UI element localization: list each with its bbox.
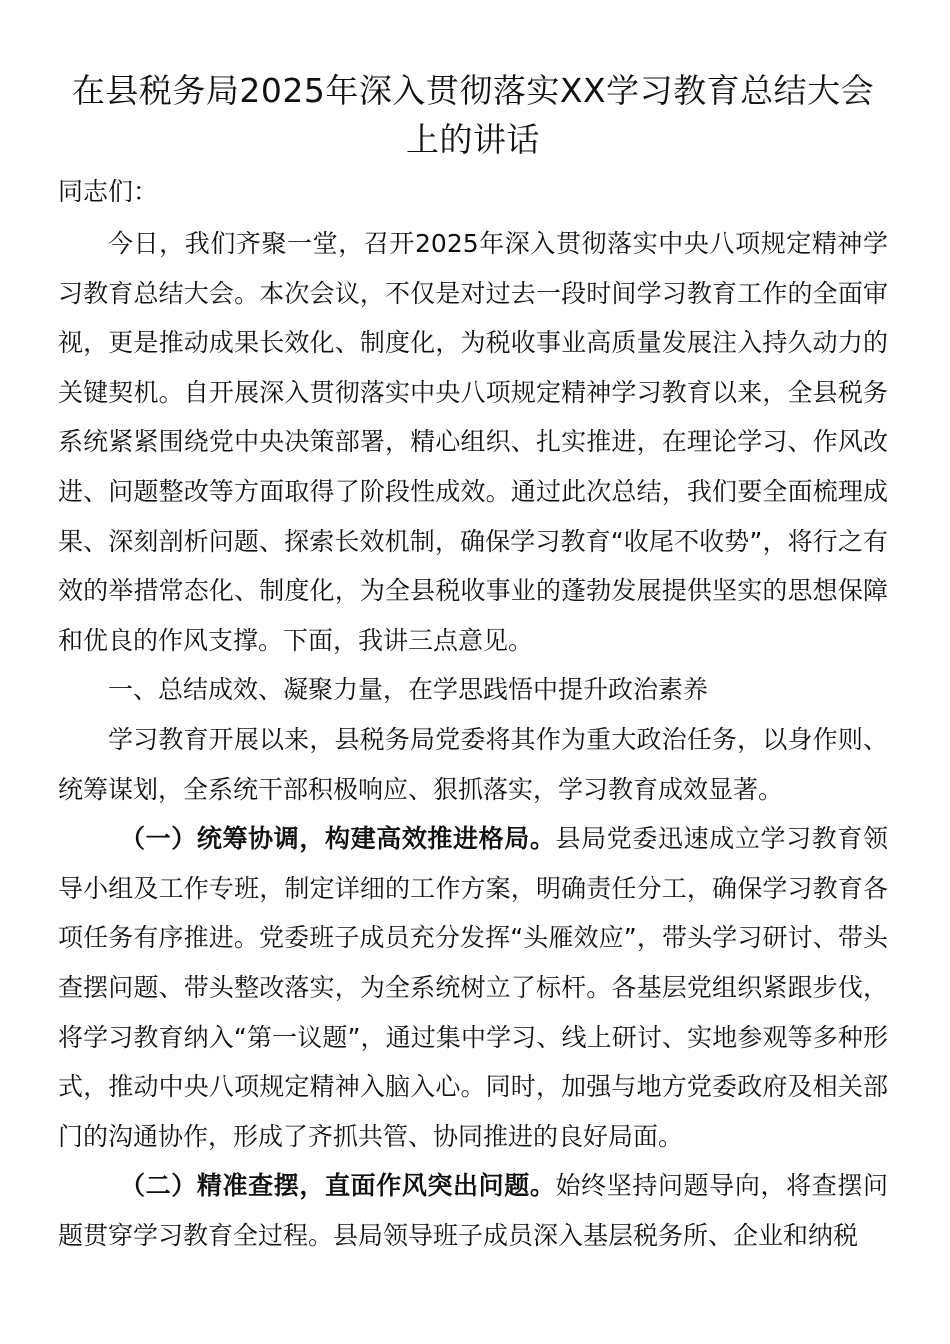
item-2-lead: （二）精准查摆，直面作风突出问题。	[120, 1171, 556, 1201]
intro-paragraph: 今日，我们齐聚一堂，召开2025年深入贯彻落实中央八项规定精神学习教育总结大会。本次会议，不仅是对过去一段时间学习教育工作的全面审视，更是推动成果长效化、制度化，为税收事业高质量发展注入持久动力的关键契机。自开展深入贯彻落实中央八项规定精神学习教育以来，全县税务系统紧紧围绕党中央决策部署，精心组织、扎实推进，在理论学习、作风改进、问题整改等方面取得了阶段性成效。通过此次总结，我们要全面梳理成果、深刻剖析问题、探索长效机制，确保学习教育“收尾不收势”，将行之有效的举措常态化、制度化，为全县税收事业的蓬勃发展提供坚实的思想保障和优良的作风支撑。下面，我讲三点意见。	[58, 229, 888, 655]
section-1-item-1	[58, 814, 888, 1161]
item-2-text: 始终坚持问题导向，将查摆问题贯穿学习教育全过程。县局领导班子成员深入基层税务所、企业和纳税	[58, 1171, 888, 1250]
item-1-lead: （一）统筹协调，构建高效推进格局。	[120, 824, 556, 854]
section-1-heading: 一、总结成效、凝聚力量，在学思践悟中提升政治素养	[108, 675, 709, 705]
document-title: 在县税务局2025年深入贯彻落实XX学习教育总结大会上的讲话	[71, 71, 875, 159]
section-1-item-2	[58, 1161, 888, 1260]
item-1-text: 县局党委迅速成立学习教育领导小组及工作专班，制定详细的工作方案，明确责任分工，确保学习教育各项任务有序推进。党委班子成员充分发挥“头雁效应”，带头学习研讨、带头查摆问题、带头整改落实，为全系统树立了标杆。各基层党组织紧跟步伐，将学习教育纳入“第一议题”，通过集中学习、线上研讨、实地参观等多种形式，推动中央八项规定精神入脑入心。同时，加强与地方党委政府及相关部门的沟通协作，形成了齐抓共管、协同推进的良好局面。	[58, 824, 888, 1151]
section-1-body: 学习教育开展以来，县税务局党委将其作为重大政治任务，以身作则、统筹谋划，全系统干部积极响应、狠抓落实，学习教育成效显著。	[58, 724, 888, 804]
salutation: 同志们：	[58, 177, 159, 206]
